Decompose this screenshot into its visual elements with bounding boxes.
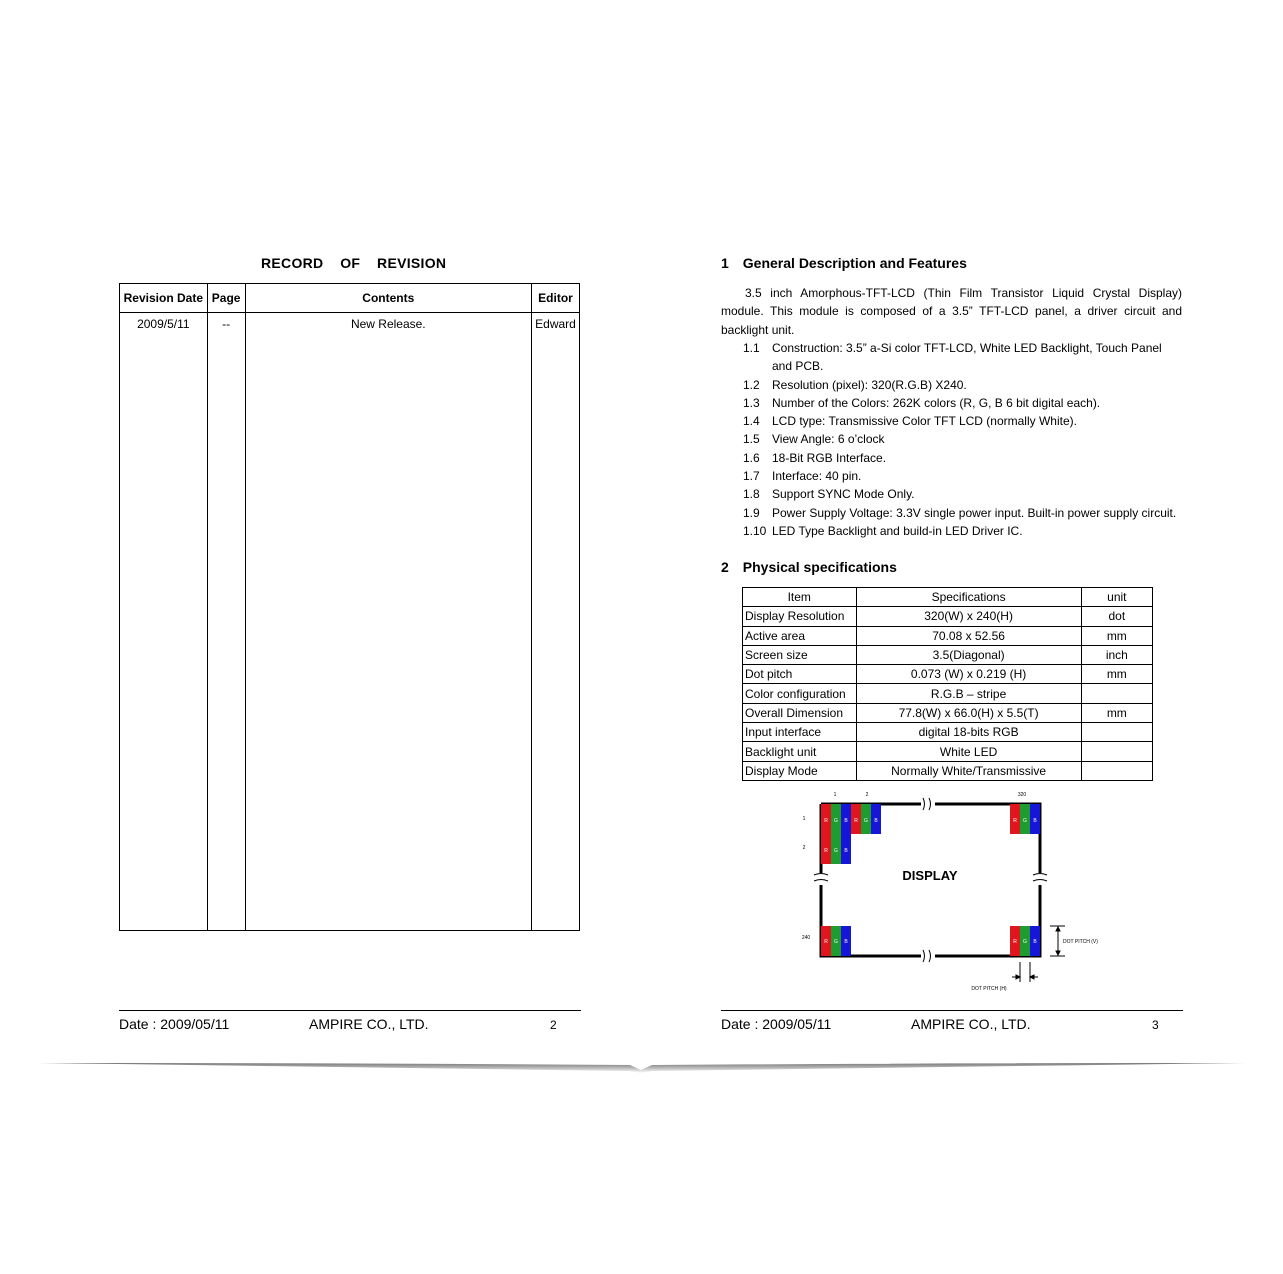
- subpixel-letter-r: R: [824, 818, 828, 824]
- spec-value: Normally White/Transmissive: [856, 761, 1081, 780]
- table-row: [743, 665, 1153, 684]
- feature-text: Construction: 3.5” a-Si color TFT-LCD, White LED Backlight, Touch Panel and PCB.: [772, 341, 1162, 374]
- section-2-title: Physical specifications: [742, 559, 897, 575]
- spec-item: Active area: [743, 626, 857, 645]
- feature-number: 1.6: [743, 450, 760, 465]
- list-item: [743, 485, 1183, 503]
- spec-item: Screen size: [743, 645, 857, 664]
- row-label-240: 240: [801, 935, 811, 941]
- feature-text: Interface: 40 pin.: [772, 469, 862, 484]
- spec-unit: mm: [1081, 703, 1152, 722]
- footer-date: Date : 2009/05/11: [119, 1016, 230, 1032]
- subpixel-letter-b: B: [1033, 939, 1037, 945]
- revision-header-contents: Contents: [245, 284, 531, 313]
- list-item: [743, 412, 1183, 430]
- feature-number: 1.1: [743, 341, 760, 355]
- pixel-row240-col1: [821, 926, 851, 956]
- spec-item: Display Mode: [743, 761, 857, 780]
- subpixel-letter-r: R: [1013, 818, 1017, 824]
- revision-header-editor: Editor: [532, 284, 580, 313]
- spec-table: [742, 587, 1153, 781]
- empty-cell: [532, 347, 580, 931]
- pixel-row2-col1: [821, 834, 851, 864]
- feature-text: Number of the Colors: 262K colors (R, G, B 6 bit digital each).: [772, 395, 1101, 410]
- revision-table: [119, 283, 580, 931]
- spec-unit: dot: [1081, 607, 1152, 626]
- spec-unit: mm: [1081, 665, 1152, 684]
- section-1-title: General Description and Features: [742, 255, 967, 271]
- revision-contents-cell: New Release.: [245, 313, 531, 348]
- empty-cell: [245, 347, 531, 931]
- footer-page-number: 2: [550, 1018, 557, 1032]
- subpixel-letter-r: R: [824, 939, 828, 945]
- table-row: [743, 607, 1153, 626]
- dot-pitch-v-label: DOT PITCH (V): [1063, 939, 1098, 945]
- table-row: [120, 313, 580, 348]
- empty-cell: [207, 347, 245, 931]
- pixel-row1-col2: [851, 804, 881, 834]
- table-row: [743, 626, 1153, 645]
- footer-page-number: 3: [1152, 1018, 1159, 1032]
- footer-date: Date : 2009/05/11: [721, 1016, 832, 1032]
- table-row: [743, 684, 1153, 703]
- row-label-1: 1: [802, 816, 806, 822]
- list-item: [743, 376, 1183, 394]
- table-row: [743, 742, 1153, 761]
- subpixel-letter-b: B: [844, 848, 848, 854]
- left-page: [0, 0, 640, 1060]
- pixel-row240-col320: [1010, 926, 1040, 956]
- list-item: [743, 504, 1183, 522]
- feature-list: [743, 339, 1183, 540]
- column-label-2: 2: [865, 792, 869, 798]
- spec-item: Backlight unit: [743, 742, 857, 761]
- list-item: [743, 522, 1183, 540]
- table-row: [743, 645, 1153, 664]
- empty-cell: [120, 347, 208, 931]
- subpixel-letter-b: B: [1033, 818, 1037, 824]
- subpixel-letter-g: G: [1023, 939, 1027, 945]
- dot-pitch-h-marker: [1012, 962, 1038, 982]
- section-1-heading: [721, 255, 967, 271]
- feature-text: LCD type: Transmissive Color TFT LCD (normally White).: [772, 414, 1077, 429]
- subpixel-letter-g: G: [1023, 818, 1027, 824]
- column-label-1: 1: [833, 792, 837, 798]
- feature-number: 1.4: [743, 414, 760, 429]
- feature-number: 1.5: [743, 432, 760, 447]
- revision-header-date: Revision Date: [120, 284, 208, 313]
- page-shadow: [0, 1055, 1283, 1075]
- subpixel-letter-b: B: [874, 818, 878, 824]
- feature-number: 1.2: [743, 377, 760, 392]
- pixel-row1-col1: [821, 804, 851, 834]
- table-row: [743, 761, 1153, 780]
- revision-record-title: RECORD OF REVISION: [261, 255, 447, 271]
- subpixel-letter-g: G: [834, 818, 838, 824]
- section-1-intro: 3.5 inch Amorphous-TFT-LCD (Thin Film Transistor Liquid Crystal Display) module. This module is composed of a 3.5” TFT-LCD panel, a driver circuit and backlight unit.: [721, 286, 1182, 337]
- spec-item: Dot pitch: [743, 665, 857, 684]
- spec-item: Input interface: [743, 723, 857, 742]
- feature-text: Resolution (pixel): 320(R.G.B) X240.: [772, 377, 967, 392]
- table-row: [743, 723, 1153, 742]
- subpixel-letter-b: B: [844, 939, 848, 945]
- revision-editor-cell: Edward: [532, 313, 580, 348]
- feature-text: View Angle: 6 o’clock: [772, 432, 885, 447]
- feature-text: Power Supply Voltage: 3.3V single power input. Built-in power supply circuit.: [772, 505, 1177, 520]
- subpixel-letter-r: R: [854, 818, 858, 824]
- row-label-2: 2: [802, 845, 806, 851]
- spec-item: Display Resolution: [743, 607, 857, 626]
- spec-value: digital 18-bits RGB: [856, 723, 1081, 742]
- feature-text: 18-Bit RGB Interface.: [772, 450, 887, 465]
- spec-value: 0.073 (W) x 0.219 (H): [856, 665, 1081, 684]
- feature-number: 1.7: [743, 469, 760, 484]
- section-2-heading: [721, 559, 897, 575]
- spec-value: White LED: [856, 742, 1081, 761]
- subpixel-letter-g: G: [834, 939, 838, 945]
- spec-header-unit: unit: [1081, 588, 1152, 607]
- pixel-row1-col320: [1010, 804, 1040, 834]
- feature-text: Support SYNC Mode Only.: [772, 487, 915, 502]
- spec-unit: [1081, 723, 1152, 742]
- feature-number: 1.10: [743, 523, 767, 538]
- spec-header-item: Item: [743, 588, 857, 607]
- list-item: [743, 449, 1183, 467]
- spec-item: Color configuration: [743, 684, 857, 703]
- table-row-empty: [120, 347, 580, 931]
- footer-company: AMPIRE CO., LTD.: [911, 1016, 1031, 1032]
- pixel-layout-diagram: [790, 788, 1120, 998]
- revision-page-cell: --: [207, 313, 245, 348]
- list-item: [743, 467, 1183, 485]
- revision-date-cell: 2009/5/11: [120, 313, 208, 348]
- revision-header-page: Page: [207, 284, 245, 313]
- subpixel-letter-g: G: [864, 818, 868, 824]
- spec-value: 77.8(W) x 66.0(H) x 5.5(T): [856, 703, 1081, 722]
- spec-header-specifications: Specifications: [856, 588, 1081, 607]
- table-row: [743, 703, 1153, 722]
- spec-unit: inch: [1081, 645, 1152, 664]
- display-label: DISPLAY: [902, 868, 958, 883]
- subpixel-letter-g: G: [834, 848, 838, 854]
- feature-number: 1.9: [743, 505, 760, 520]
- spec-value: R.G.B – stripe: [856, 684, 1081, 703]
- list-item: [743, 430, 1183, 448]
- table-header-row: [743, 588, 1153, 607]
- section-1-number: 1: [721, 255, 729, 271]
- subpixel-letter-r: R: [1013, 939, 1017, 945]
- dot-pitch-h-label: DOT PITCH (H): [971, 986, 1007, 992]
- subpixel-letter-r: R: [824, 848, 828, 854]
- feature-text: LED Type Backlight and build-in LED Driver IC.: [772, 523, 1023, 538]
- spec-unit: [1081, 742, 1152, 761]
- list-item: [743, 339, 1183, 376]
- spec-value: 320(W) x 240(H): [856, 607, 1081, 626]
- spec-value: 70.08 x 52.56: [856, 626, 1081, 645]
- spec-value: 3.5(Diagonal): [856, 645, 1081, 664]
- spec-unit: mm: [1081, 626, 1152, 645]
- column-label-320: 320: [1017, 792, 1027, 798]
- section-2-number: 2: [721, 559, 729, 575]
- list-item: [743, 394, 1183, 412]
- footer-rule: [119, 1010, 581, 1011]
- feature-number: 1.3: [743, 395, 760, 410]
- subpixel-letter-b: B: [844, 818, 848, 824]
- feature-number: 1.8: [743, 487, 760, 502]
- spec-item: Overall Dimension: [743, 703, 857, 722]
- footer-company: AMPIRE CO., LTD.: [309, 1016, 429, 1032]
- spec-unit: [1081, 684, 1152, 703]
- footer-rule: [721, 1010, 1183, 1011]
- spec-unit: [1081, 761, 1152, 780]
